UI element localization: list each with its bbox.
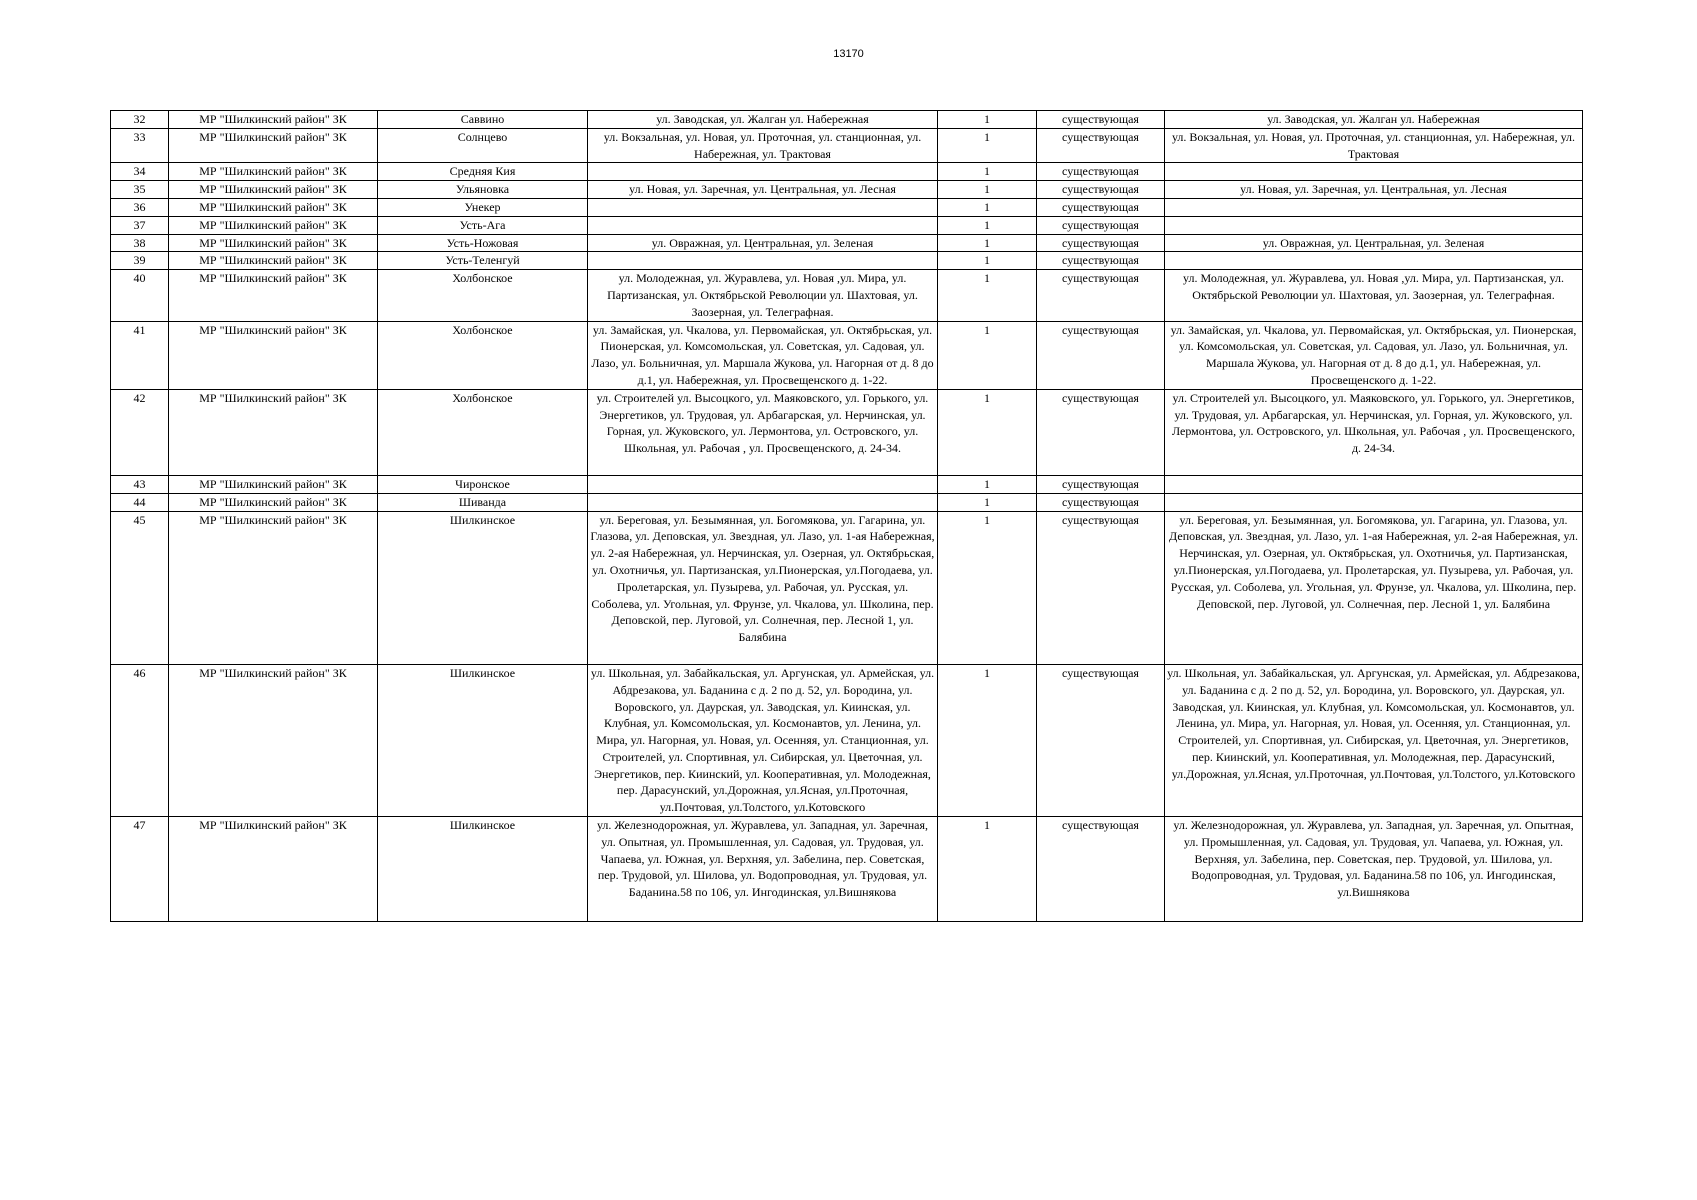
cell-status: существующая <box>1037 111 1165 129</box>
cell-count: 1 <box>938 664 1037 816</box>
table-row <box>111 163 1583 181</box>
cell-row-number: 38 <box>111 234 169 252</box>
cell-streets-coverage <box>1165 475 1583 493</box>
cell-locality: Чиронское <box>378 475 588 493</box>
cell-status: существующая <box>1037 198 1165 216</box>
cell-streets-coverage <box>1165 216 1583 234</box>
cell-streets: ул. Молодежная, ул. Журавлева, ул. Новая ,ул. Мира, ул. Партизанская, ул. Октябрьской Революции ул. Шахтовая, ул. Заозерная, ул. Телеграфная. <box>588 270 938 321</box>
cell-streets-coverage: ул. Овражная, ул. Центральная, ул. Зеленая <box>1165 234 1583 252</box>
cell-streets: ул. Вокзальная, ул. Новая, ул. Проточная, ул. станционная, ул. Набережная, ул. Трактовая <box>588 128 938 163</box>
cell-district: МР "Шилкинский район" ЗК <box>169 128 378 163</box>
cell-district: МР "Шилкинский район" ЗК <box>169 321 378 389</box>
cell-count: 1 <box>938 270 1037 321</box>
cell-locality: Холбонское <box>378 321 588 389</box>
table-row <box>111 817 1583 922</box>
cell-streets-coverage: ул. Новая, ул. Заречная, ул. Центральная, ул. Лесная <box>1165 181 1583 199</box>
cell-row-number: 43 <box>111 475 169 493</box>
cell-streets: ул. Школьная, ул. Забайкальская, ул. Аргунская, ул. Армейская, ул. Абдрезакова, ул. Баданина с д. 2 по д. 52, ул. Бородина, ул. Воровского, ул. Даурская, ул. Заводская, ул. Киинская, ул. Клубная, ул. Комсомольская, ул. Космонавтов, ул. Ленина, ул. Мира, ул. Нагорная, ул. Новая, ул. Осенняя, ул. Станционная, ул. Строителей, ул. Спортивная, ул. Сибирская, ул. Цветочная, ул. Энергетиков, пер. Киинский, ул. Кооперативная, ул. Молодежная, пер. Дарасунский, ул.Дорожная, ул.Ясная, ул.Проточная, ул.Почтовая, ул.Толстого, ул.Котовского <box>588 664 938 816</box>
cell-locality: Шилкинское <box>378 664 588 816</box>
cell-district: МР "Шилкинский район" ЗК <box>169 111 378 129</box>
cell-count: 1 <box>938 511 1037 664</box>
cell-row-number: 33 <box>111 128 169 163</box>
cell-status: существующая <box>1037 128 1165 163</box>
cell-streets: ул. Строителей ул. Высоцкого, ул. Маяковского, ул. Горького, ул. Энергетиков, ул. Трудовая, ул. Арбагарская, ул. Нерчинская, ул. Горная, ул. Жуковского, ул. Лермонтова, ул. Островского, ул. Школьная, ул. Рабочая , ул. Просвещенского, д. 24-34. <box>588 389 938 475</box>
cell-streets <box>588 493 938 511</box>
cell-streets-coverage: ул. Строителей ул. Высоцкого, ул. Маяковского, ул. Горького, ул. Энергетиков, ул. Трудовая, ул. Арбагарская, ул. Нерчинская, ул. Горная, ул. Жуковского, ул. Лермонтова, ул. Островского, ул. Школьная, ул. Рабочая , ул. Просвещенского, д. 24-34. <box>1165 389 1583 475</box>
cell-row-number: 32 <box>111 111 169 129</box>
cell-status: существующая <box>1037 234 1165 252</box>
cell-locality: Усть-Ножовая <box>378 234 588 252</box>
cell-streets-coverage: ул. Береговая, ул. Безымянная, ул. Богомякова, ул. Гагарина, ул. Глазова, ул. Деповская, ул. Звездная, ул. Лазо, ул. 1-ая Набережная, ул. 2-ая Набережная, ул. Нерчинская, ул. Озерная, ул. Октябрьская, ул. Охотничья, ул. Партизанская, ул.Пионерская, ул.Погодаева, ул. Пролетарская, ул. Пузырева, ул. Рабочая, ул. Русская, ул. Соболева, ул. Угольная, ул. Фрунзе, ул. Чкалова, ул. Школина, пер. Деповской, пер. Луговой, ул. Солнечная, пер. Лесной 1, ул. Балябина <box>1165 511 1583 664</box>
cell-count: 1 <box>938 128 1037 163</box>
cell-status: существующая <box>1037 389 1165 475</box>
cell-row-number: 40 <box>111 270 169 321</box>
cell-count: 1 <box>938 198 1037 216</box>
cell-streets <box>588 252 938 270</box>
cell-locality: Средняя Кия <box>378 163 588 181</box>
cell-count: 1 <box>938 111 1037 129</box>
cell-district: МР "Шилкинский район" ЗК <box>169 389 378 475</box>
cell-streets-coverage: ул. Школьная, ул. Забайкальская, ул. Аргунская, ул. Армейская, ул. Абдрезакова, ул. Баданина с д. 2 по д. 52, ул. Бородина, ул. Воровского, ул. Даурская, ул. Заводская, ул. Киинская, ул. Клубная, ул. Комсомольская, ул. Космонавтов, ул. Ленина, ул. Мира, ул. Нагорная, ул. Новая, ул. Осенняя, ул. Станционная, ул. Строителей, ул. Спортивная, ул. Сибирская, ул. Цветочная, ул. Энергетиков, пер. Киинский, ул. Кооперативная, ул. Молодежная, пер. Дарасунский, ул.Дорожная, ул.Ясная, ул.Проточная, ул.Почтовая, ул.Толстого, ул.Котовского <box>1165 664 1583 816</box>
cell-streets <box>588 163 938 181</box>
cell-district: МР "Шилкинский район" ЗК <box>169 475 378 493</box>
cell-row-number: 46 <box>111 664 169 816</box>
table-row <box>111 270 1583 321</box>
cell-locality: Саввино <box>378 111 588 129</box>
cell-streets: ул. Заводская, ул. Жалган ул. Набережная <box>588 111 938 129</box>
cell-streets: ул. Береговая, ул. Безымянная, ул. Богомякова, ул. Гагарина, ул. Глазова, ул. Деповская, ул. Звездная, ул. Лазо, ул. 1-ая Набережная, ул. 2-ая Набережная, ул. Нерчинская, ул. Озерная, ул. Октябрьская, ул. Охотничья, ул. Партизанская, ул.Пионерская, ул.Погодаева, ул. Пролетарская, ул. Пузырева, ул. Рабочая, ул. Русская, ул. Соболева, ул. Угольная, ул. Фрунзе, ул. Чкалова, ул. Школина, пер. Деповской, пер. Луговой, ул. Солнечная, пер. Лесной 1, ул. Балябина <box>588 511 938 664</box>
table-row <box>111 493 1583 511</box>
cell-row-number: 37 <box>111 216 169 234</box>
cell-count: 1 <box>938 163 1037 181</box>
table-row <box>111 198 1583 216</box>
cell-count: 1 <box>938 493 1037 511</box>
cell-locality: Усть-Ага <box>378 216 588 234</box>
cell-status: существующая <box>1037 321 1165 389</box>
table-row <box>111 321 1583 389</box>
cell-streets: ул. Железнодорожная, ул. Журавлева, ул. Западная, ул. Заречная, ул. Опытная, ул. Промышленная, ул. Садовая, ул. Трудовая, ул. Чапаева, ул. Южная, ул. Верхняя, ул. Забелина, пер. Советская, пер. Трудовой, ул. Шилова, ул. Водопроводная, ул. Трудовая, ул. Баданина.58 по 106, ул. Ингодинская, ул.Вишнякова <box>588 817 938 922</box>
cell-status: существующая <box>1037 270 1165 321</box>
cell-count: 1 <box>938 252 1037 270</box>
table-row <box>111 234 1583 252</box>
cell-streets: ул. Новая, ул. Заречная, ул. Центральная, ул. Лесная <box>588 181 938 199</box>
cell-district: МР "Шилкинский район" ЗК <box>169 198 378 216</box>
table-row <box>111 111 1583 129</box>
cell-streets: ул. Замайская, ул. Чкалова, ул. Первомайская, ул. Октябрьская, ул. Пионерская, ул. Комсомольская, ул. Советская, ул. Садовая, ул. Лазо, ул. Больничная, ул. Маршала Жукова, ул. Нагорная от д. 8 до д.1, ул. Набережная, ул. Просвещенского д. 1-22. <box>588 321 938 389</box>
table-row <box>111 181 1583 199</box>
cell-streets: ул. Овражная, ул. Центральная, ул. Зеленая <box>588 234 938 252</box>
cell-status: существующая <box>1037 817 1165 922</box>
cell-district: МР "Шилкинский район" ЗК <box>169 511 378 664</box>
cell-district: МР "Шилкинский район" ЗК <box>169 493 378 511</box>
cell-district: МР "Шилкинский район" ЗК <box>169 664 378 816</box>
settlements-table <box>110 110 1583 922</box>
cell-row-number: 36 <box>111 198 169 216</box>
cell-streets-coverage: ул. Вокзальная, ул. Новая, ул. Проточная, ул. станционная, ул. Набережная, ул. Трактовая <box>1165 128 1583 163</box>
cell-streets-coverage <box>1165 198 1583 216</box>
cell-status: существующая <box>1037 493 1165 511</box>
cell-row-number: 47 <box>111 817 169 922</box>
cell-count: 1 <box>938 389 1037 475</box>
cell-locality: Усть-Теленгуй <box>378 252 588 270</box>
cell-district: МР "Шилкинский район" ЗК <box>169 181 378 199</box>
cell-district: МР "Шилкинский район" ЗК <box>169 270 378 321</box>
table-row <box>111 664 1583 816</box>
cell-count: 1 <box>938 817 1037 922</box>
cell-row-number: 39 <box>111 252 169 270</box>
cell-row-number: 44 <box>111 493 169 511</box>
cell-row-number: 42 <box>111 389 169 475</box>
cell-locality: Холбонское <box>378 389 588 475</box>
cell-locality: Шиванда <box>378 493 588 511</box>
cell-locality: Унекер <box>378 198 588 216</box>
cell-streets-coverage: ул. Замайская, ул. Чкалова, ул. Первомайская, ул. Октябрьская, ул. Пионерская, ул. Комсомольская, ул. Советская, ул. Садовая, ул. Лазо, ул. Больничная, ул. Маршала Жукова, ул. Нагорная от д. 8 до д.1, ул. Набережная, ул. Просвещенского д. 1-22. <box>1165 321 1583 389</box>
cell-streets-coverage: ул. Молодежная, ул. Журавлева, ул. Новая ,ул. Мира, ул. Партизанская, ул. Октябрьской Революции ул. Шахтовая, ул. Заозерная, ул. Телеграфная. <box>1165 270 1583 321</box>
cell-streets-coverage <box>1165 493 1583 511</box>
cell-row-number: 34 <box>111 163 169 181</box>
table-row <box>111 475 1583 493</box>
cell-status: существующая <box>1037 475 1165 493</box>
cell-streets <box>588 198 938 216</box>
cell-district: МР "Шилкинский район" ЗК <box>169 234 378 252</box>
table-body <box>111 111 1583 922</box>
cell-count: 1 <box>938 181 1037 199</box>
table-row <box>111 128 1583 163</box>
cell-locality: Холбонское <box>378 270 588 321</box>
cell-district: МР "Шилкинский район" ЗК <box>169 163 378 181</box>
table-row <box>111 389 1583 475</box>
cell-streets <box>588 216 938 234</box>
cell-locality: Шилкинское <box>378 511 588 664</box>
cell-status: существующая <box>1037 216 1165 234</box>
cell-streets-coverage: ул. Заводская, ул. Жалган ул. Набережная <box>1165 111 1583 129</box>
cell-count: 1 <box>938 321 1037 389</box>
table-row <box>111 511 1583 664</box>
cell-status: существующая <box>1037 163 1165 181</box>
cell-locality: Солнцево <box>378 128 588 163</box>
page-number: 13170 <box>833 48 864 60</box>
cell-locality: Ульяновка <box>378 181 588 199</box>
cell-district: МР "Шилкинский район" ЗК <box>169 252 378 270</box>
cell-status: существующая <box>1037 511 1165 664</box>
cell-status: существующая <box>1037 181 1165 199</box>
table-row <box>111 252 1583 270</box>
cell-streets-coverage <box>1165 252 1583 270</box>
table-row <box>111 216 1583 234</box>
cell-row-number: 41 <box>111 321 169 389</box>
cell-count: 1 <box>938 234 1037 252</box>
cell-count: 1 <box>938 216 1037 234</box>
cell-row-number: 45 <box>111 511 169 664</box>
cell-streets-coverage <box>1165 163 1583 181</box>
cell-row-number: 35 <box>111 181 169 199</box>
cell-locality: Шилкинское <box>378 817 588 922</box>
cell-count: 1 <box>938 475 1037 493</box>
cell-district: МР "Шилкинский район" ЗК <box>169 817 378 922</box>
cell-status: существующая <box>1037 664 1165 816</box>
cell-district: МР "Шилкинский район" ЗК <box>169 216 378 234</box>
cell-streets <box>588 475 938 493</box>
cell-status: существующая <box>1037 252 1165 270</box>
cell-streets-coverage: ул. Железнодорожная, ул. Журавлева, ул. Западная, ул. Заречная, ул. Опытная, ул. Промышленная, ул. Садовая, ул. Трудовая, ул. Чапаева, ул. Южная, ул. Верхняя, ул. Забелина, пер. Советская, пер. Трудовой, ул. Шилова, ул. Водопроводная, ул. Трудовая, ул. Баданина.58 по 106, ул. Ингодинская, ул.Вишнякова <box>1165 817 1583 922</box>
